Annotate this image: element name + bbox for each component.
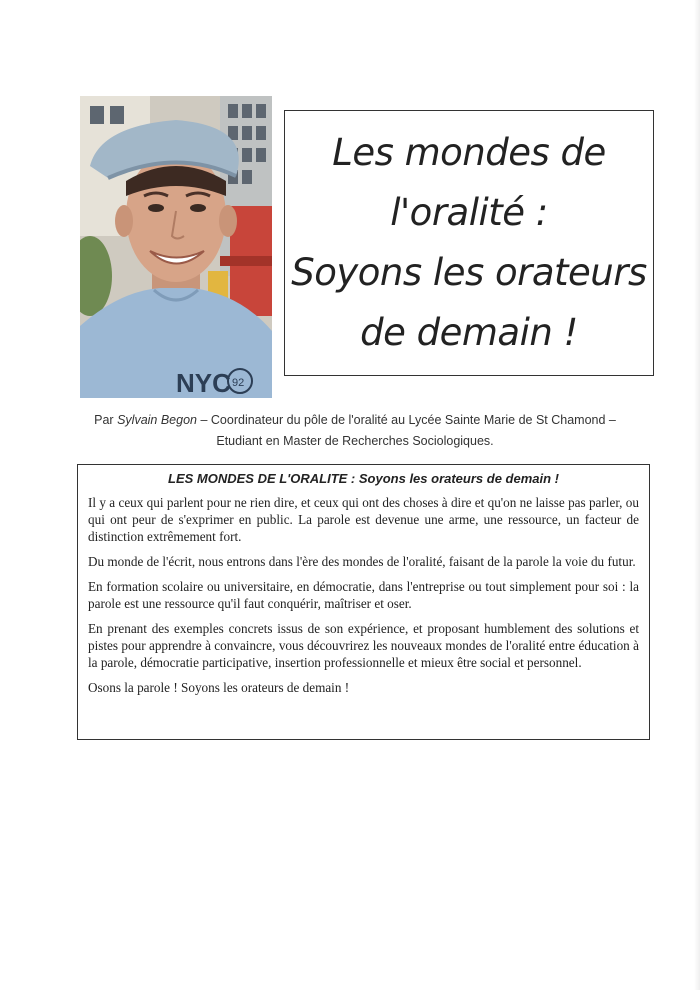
- byline-line-1: [70, 410, 640, 431]
- shirt-badge: 92: [232, 377, 245, 389]
- byline: [70, 410, 640, 452]
- summary-paragraph-2: Du monde de l'écrit, nous entrons dans l'ère des mondes de l'oralité, faisant de la parole la voie du futur.: [88, 554, 636, 569]
- title-line-1: Les mondes de: [332, 131, 606, 174]
- summary-paragraph-1: Il y a ceux qui parlent pour ne rien dire, et ceux qui ont des choses à dire et qu'on ne laisse pas parler, ou qui ont peur de s'exprimer en public. La parole est devenue une arme, une ressource, un facteur de distinction extrêmement fort.: [88, 495, 639, 544]
- byline-role: – Coordinateur du pôle de l'oralité au Lycée Sainte Marie de St Chamond –: [197, 413, 616, 427]
- byline-author: Sylvain Begon: [117, 413, 197, 427]
- summary-paragraph-5: Osons la parole ! Soyons les orateurs de demain !: [88, 680, 350, 695]
- title-line-4: de demain !: [360, 311, 578, 354]
- byline-prefix: Par: [94, 413, 118, 427]
- summary-box: [77, 464, 650, 740]
- summary-paragraph-3: En formation scolaire ou universitaire, en démocratie, dans l'entreprise ou tout simplement pour soi : la parole est une ressource qu'il faut conquérir, maîtriser et oser.: [88, 579, 639, 611]
- byline-line-2: Etudiant en Master de Recherches Sociologiques.: [216, 434, 494, 448]
- summary-paragraph-4: En prenant des exemples concrets issus de son expérience, et proposant humblement des solutions et pistes pour apprendre à convaincre, vous découvrirez les nouveaux mondes de l'oralité entre éducation à la parole, démocratie participative, insertion professionnelle et mieux être social et personnel.: [88, 621, 639, 670]
- title-line-2: l'oralité :: [390, 191, 548, 234]
- title-line-3: Soyons les orateurs: [291, 251, 647, 294]
- title-box: [284, 110, 654, 376]
- summary-heading: LES MONDES DE L'ORALITE : Soyons les orateurs de demain !: [168, 471, 559, 486]
- author-photo: [80, 96, 272, 398]
- shirt-text: NYC: [176, 368, 231, 398]
- page-edge: [694, 0, 700, 990]
